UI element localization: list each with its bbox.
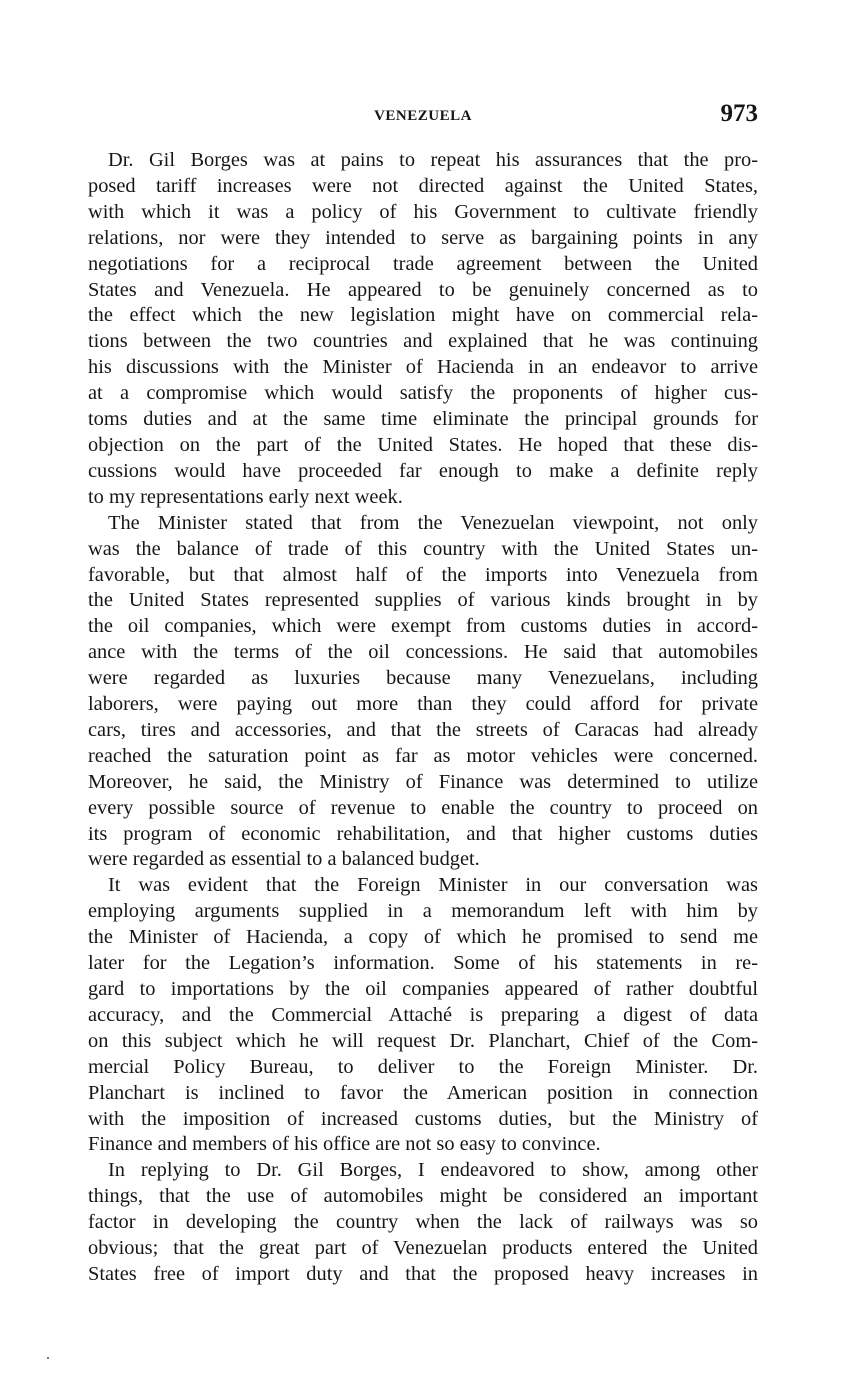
text-line: Planchart is inclined to favor the American position in connection bbox=[88, 1081, 758, 1104]
text-line: was the balance of trade of this country with the United States un- bbox=[88, 537, 758, 560]
text-line: Dr. Gil Borges was at pains to repeat his assurances that the pro- bbox=[108, 149, 758, 171]
text-line: later for the Legation’s information. Some of his statements in re- bbox=[88, 952, 758, 975]
text-line: his discussions with the Minister of Hacienda in an endeavor to arrive bbox=[88, 356, 758, 379]
text-line: Moreover, he said, the Ministry of Finance was determined to utilize bbox=[88, 770, 758, 793]
running-title: VENEZUELA bbox=[374, 108, 472, 124]
text-line: favorable, but that almost half of the imports into Venezuela from bbox=[88, 563, 758, 586]
text-line: the oil companies, which were exempt from customs duties in accord- bbox=[88, 615, 758, 638]
text-line: factor in developing the country when the lack of railways was so bbox=[88, 1211, 758, 1234]
text-line: gard to importations by the oil companies appeared of rather doubtful bbox=[88, 978, 758, 1000]
text-line: In replying to Dr. Gil Borges, I endeavored to show, among other bbox=[108, 1159, 758, 1182]
text-line: reached the saturation point as far as motor vehicles were concerned. bbox=[88, 744, 758, 767]
text-line: with the imposition of increased customs duties, but the Ministry of bbox=[88, 1107, 758, 1130]
text-line: the effect which the new legislation might have on commercial rela- bbox=[88, 304, 758, 327]
text-line: at a compromise which would satisfy the proponents of higher cus- bbox=[88, 382, 758, 405]
text-line: things, that the use of automobiles might be considered an important bbox=[88, 1185, 758, 1208]
paragraph bbox=[88, 148, 758, 511]
text-line: cars, tires and accessories, and that the streets of Caracas had already bbox=[88, 718, 758, 741]
text-line: the United States represented supplies of various kinds brought in by bbox=[88, 589, 758, 612]
document-page bbox=[88, 100, 758, 1288]
paragraph bbox=[88, 511, 758, 874]
scan-speck bbox=[47, 1357, 49, 1359]
text-line: mercial Policy Bureau, to deliver to the Foreign Minister. Dr. bbox=[88, 1055, 758, 1078]
text-line: It was evident that the Foreign Minister in our conversation was bbox=[108, 874, 758, 897]
text-line: States free of import duty and that the proposed heavy increases in bbox=[88, 1262, 758, 1285]
paragraph bbox=[88, 1158, 758, 1288]
text-line: toms duties and at the same time eliminate the principal grounds for bbox=[88, 408, 758, 431]
text-line: Finance and members of his office are not so easy to convince. bbox=[88, 1133, 601, 1156]
text-line: States and Venezuela. He appeared to be genuinely concerned as to bbox=[88, 278, 758, 301]
text-line: laborers, were paying out more than they could afford for private bbox=[88, 693, 758, 716]
text-line: cussions would have proceeded far enough to make a definite reply bbox=[88, 459, 758, 482]
text-line: to my representations early next week. bbox=[88, 485, 403, 508]
running-header bbox=[88, 100, 758, 136]
text-line: the Minister of Hacienda, a copy of which he promised to send me bbox=[88, 926, 758, 949]
text-line: ance with the terms of the oil concessions. He said that automobiles bbox=[88, 641, 758, 664]
text-line: every possible source of revenue to enable the country to proceed on bbox=[88, 796, 758, 819]
text-line: were regarded as essential to a balanced budget. bbox=[88, 848, 480, 871]
text-line: objection on the part of the United States. He hoped that these dis- bbox=[88, 433, 758, 456]
text-line: on this subject which he will request Dr. Planchart, Chief of the Com- bbox=[88, 1029, 758, 1052]
text-line: with which it was a policy of his Government to cultivate friendly bbox=[88, 200, 758, 223]
text-line: negotiations for a reciprocal trade agreement between the United bbox=[88, 252, 758, 275]
text-line: tions between the two countries and explained that he was continuing bbox=[88, 330, 758, 353]
text-line: relations, nor were they intended to serve as bargaining points in any bbox=[88, 226, 758, 249]
text-line: were regarded as luxuries because many Venezuelans, including bbox=[88, 667, 758, 690]
body-text bbox=[88, 148, 758, 1288]
text-line: The Minister stated that from the Venezuelan viewpoint, not only bbox=[108, 511, 758, 534]
page-number: 973 bbox=[720, 100, 758, 127]
text-line: posed tariff increases were not directed against the United States, bbox=[88, 174, 758, 197]
text-line: its program of economic rehabilitation, and that higher customs duties bbox=[88, 822, 758, 845]
text-line: obvious; that the great part of Venezuelan products entered the United bbox=[88, 1237, 758, 1260]
text-line: accuracy, and the Commercial Attaché is preparing a digest of data bbox=[88, 1003, 758, 1026]
text-line: employing arguments supplied in a memorandum left with him by bbox=[88, 900, 758, 923]
paragraph bbox=[88, 873, 758, 1158]
